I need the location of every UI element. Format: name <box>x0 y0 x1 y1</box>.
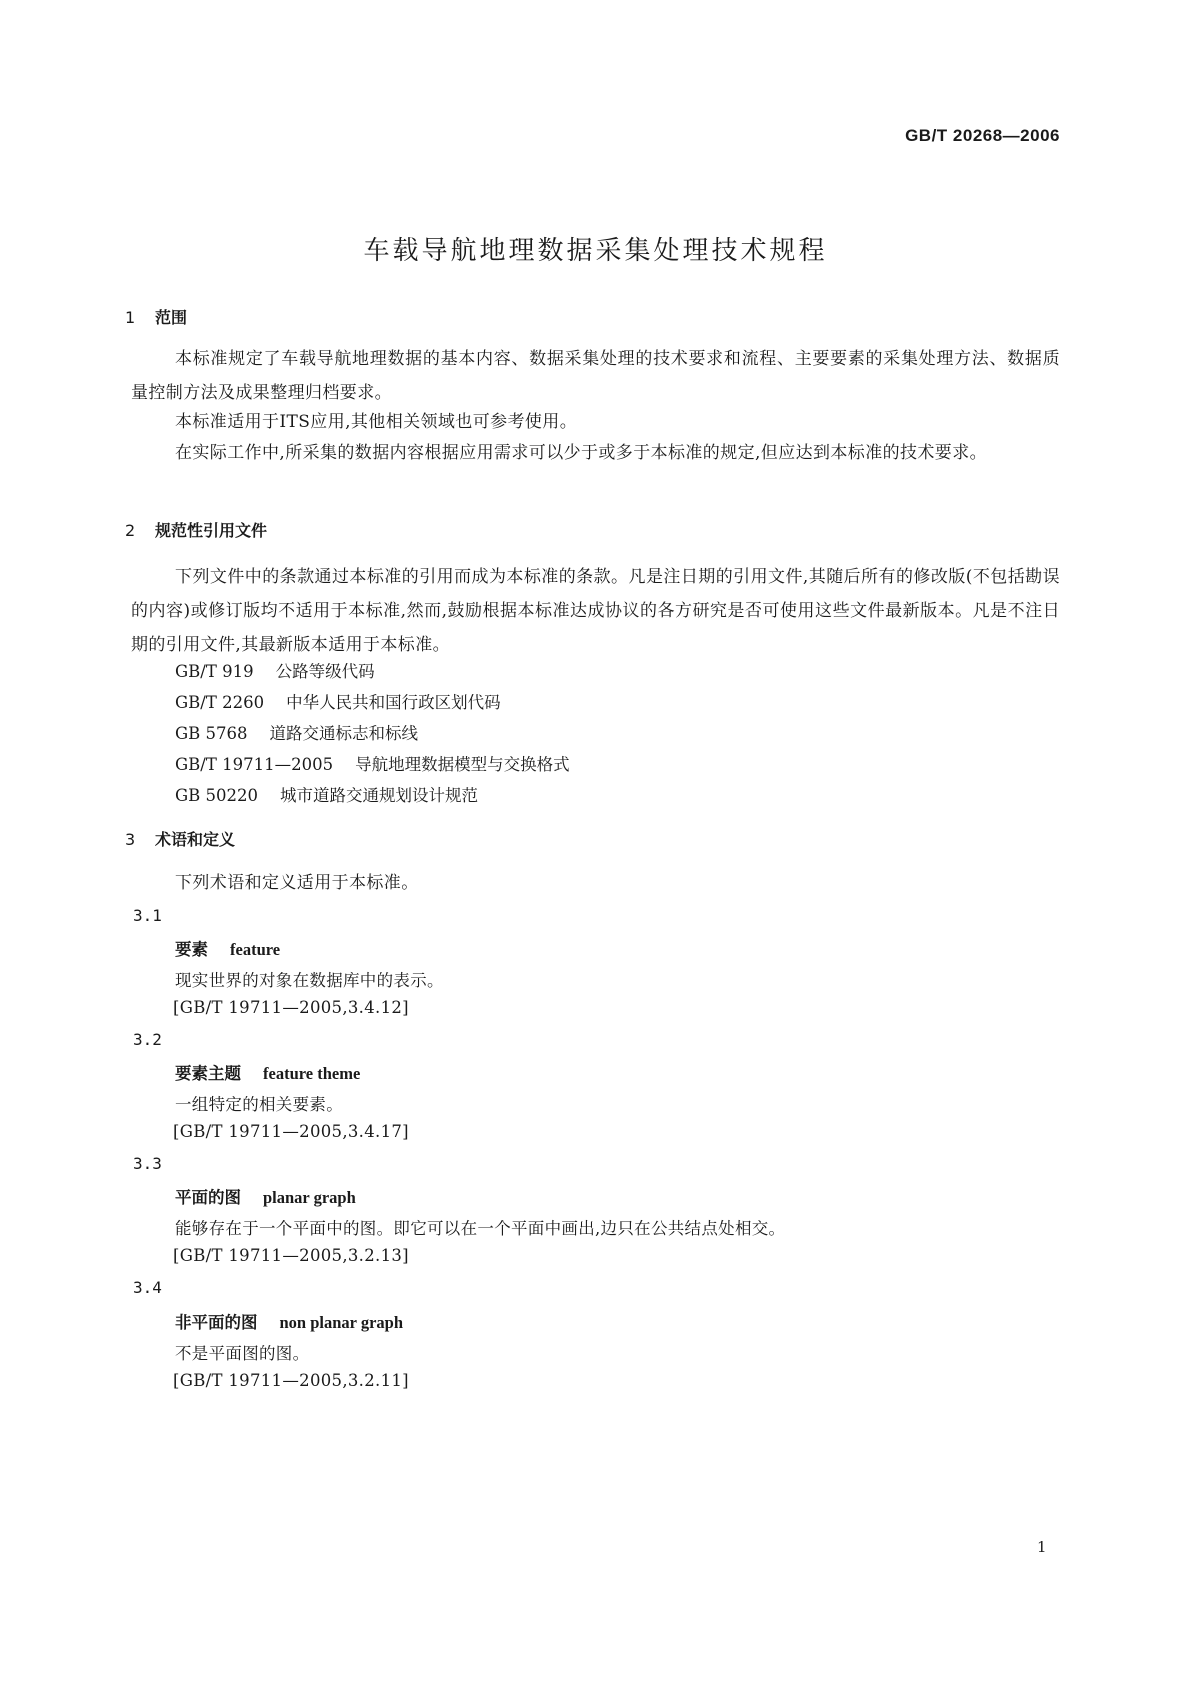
section-number: 3 <box>125 830 136 849</box>
term-source: [GB/T 19711—2005,3.2.13] <box>173 1246 409 1265</box>
term-definition: 能够存在于一个平面中的图。即它可以在一个平面中画出,边只在公共结点处相交。 <box>175 1219 786 1238</box>
term-entry <box>175 936 280 960</box>
term-definition: 一组特定的相关要素。 <box>175 1095 343 1114</box>
term-entry <box>175 1060 360 1084</box>
term-source: [GB/T 19711—2005,3.4.17] <box>173 1122 409 1141</box>
section-heading-terms <box>125 827 235 850</box>
term-definition: 不是平面图的图。 <box>175 1344 310 1363</box>
reference-item <box>175 782 478 806</box>
term-chinese: 非平面的图 <box>175 1313 258 1332</box>
section-title: 术语和定义 <box>155 830 236 849</box>
reference-title: 中华人民共和国行政区划代码 <box>286 693 501 712</box>
reference-item <box>175 689 501 713</box>
reference-title: 城市道路交通规划设计规范 <box>280 786 479 805</box>
section-title: 规范性引用文件 <box>155 521 268 540</box>
reference-title: 导航地理数据模型与交换格式 <box>355 755 570 774</box>
clause-number: 3.3 <box>133 1154 162 1173</box>
reference-code: GB 5768 <box>175 724 248 743</box>
term-chinese: 要素 <box>175 940 208 959</box>
term-english: feature <box>230 940 281 959</box>
reference-item <box>175 751 570 775</box>
term-chinese: 要素主题 <box>175 1064 241 1083</box>
normative-references-intro: 下列文件中的条款通过本标准的引用而成为本标准的条款。凡是注日期的引用文件,其随后所有的修改版(不包括勘误的内容)或修订版均不适用于本标准,然而,鼓励根据本标准达成协议的各方研究是否可使用这些文件最新版本。凡是不注日期的引用文件,其最新版本适用于本标准。 <box>131 567 1060 655</box>
reference-code: GB 50220 <box>175 786 259 805</box>
reference-title: 道路交通标志和标线 <box>269 724 419 743</box>
section-heading-scope <box>125 305 187 328</box>
term-definition: 现实世界的对象在数据库中的表示。 <box>175 971 444 990</box>
section-title: 范围 <box>155 308 188 327</box>
document-title: 车载导航地理数据采集处理技术规程 <box>363 236 828 266</box>
reference-code: GB/T 19711—2005 <box>175 755 334 774</box>
section-heading-normative-references <box>125 518 267 541</box>
standard-code: GB/T 20268—2006 <box>905 126 1060 145</box>
term-english: non planar graph <box>279 1313 403 1332</box>
term-source: [GB/T 19711—2005,3.4.12] <box>173 998 409 1017</box>
term-english: feature theme <box>263 1064 361 1083</box>
reference-title: 公路等级代码 <box>275 662 375 681</box>
clause-number: 3.1 <box>133 906 162 925</box>
term-english: planar graph <box>263 1188 356 1207</box>
reference-item <box>175 720 418 744</box>
scope-paragraph-3: 在实际工作中,所采集的数据内容根据应用需求可以少于或多于本标准的规定,但应达到本标准的技术要求。 <box>175 443 988 463</box>
clause-number: 3.2 <box>133 1030 162 1049</box>
reference-code: GB/T 2260 <box>175 693 265 712</box>
terms-intro: 下列术语和定义适用于本标准。 <box>175 873 419 893</box>
section-number: 1 <box>125 308 136 327</box>
scope-paragraph-2: 本标准适用于ITS应用,其他相关领域也可参考使用。 <box>175 412 578 432</box>
term-source: [GB/T 19711—2005,3.2.11] <box>173 1371 409 1390</box>
reference-item <box>175 658 375 682</box>
section-number: 2 <box>125 521 136 540</box>
clause-number: 3.4 <box>133 1278 162 1297</box>
page-number: 1 <box>1037 1538 1047 1556</box>
term-entry <box>175 1309 403 1333</box>
term-chinese: 平面的图 <box>175 1188 241 1207</box>
reference-code: GB/T 919 <box>175 662 254 681</box>
scope-paragraph-1: 本标准规定了车载导航地理数据的基本内容、数据采集处理的技术要求和流程、主要要素的采集处理方法、数据质量控制方法及成果整理归档要求。 <box>131 349 1060 403</box>
term-entry <box>175 1184 356 1208</box>
